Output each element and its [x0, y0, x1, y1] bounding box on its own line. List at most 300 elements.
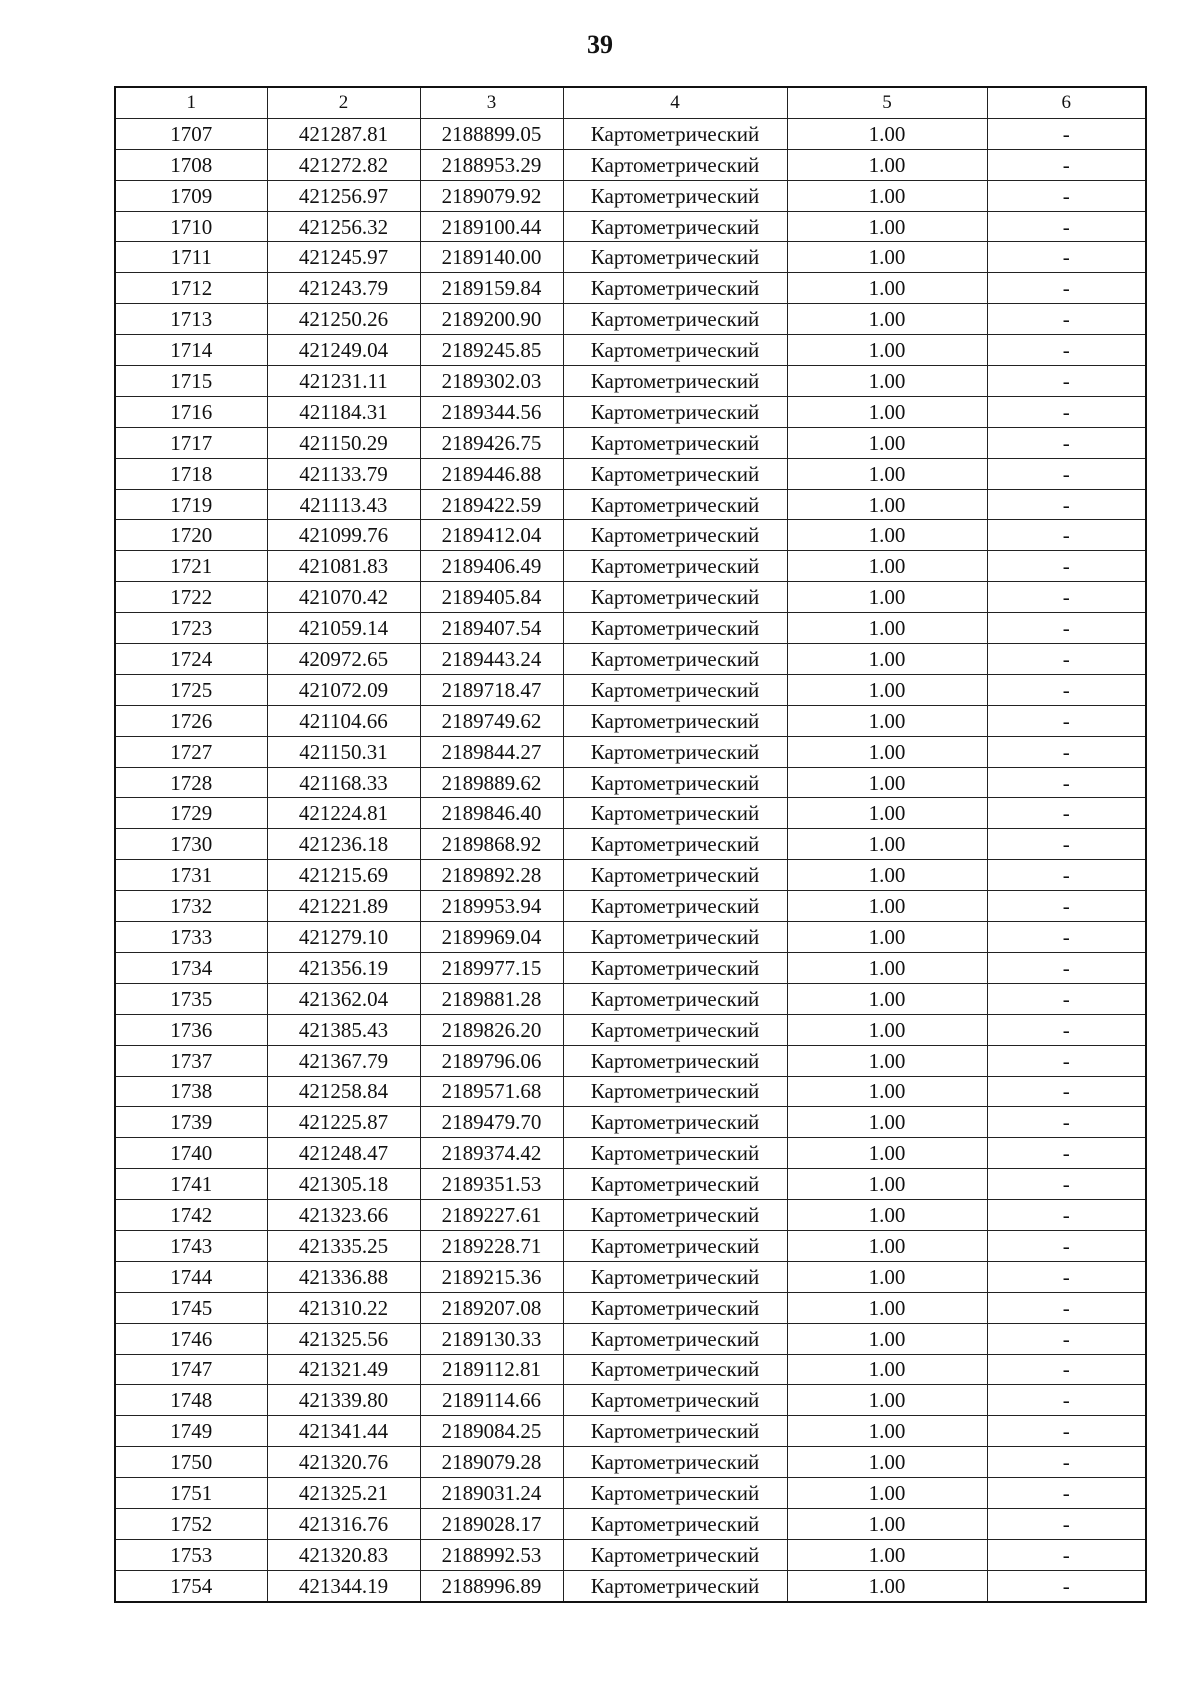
y-coordinate-cell: 2189302.03 — [420, 366, 563, 397]
y-coordinate-cell: 2189953.94 — [420, 891, 563, 922]
table-row — [115, 427, 1146, 458]
table-row — [115, 1169, 1146, 1200]
x-coordinate-cell: 421224.81 — [267, 798, 420, 829]
y-coordinate-cell: 2188953.29 — [420, 149, 563, 180]
y-coordinate-cell: 2189426.75 — [420, 427, 563, 458]
point-number-cell: 1731 — [115, 860, 267, 891]
method-cell: Картометрический — [563, 1045, 787, 1076]
method-cell: Картометрический — [563, 644, 787, 675]
table-row — [115, 829, 1146, 860]
y-coordinate-cell: 2189100.44 — [420, 211, 563, 242]
point-number-cell: 1725 — [115, 674, 267, 705]
column-header: 4 — [563, 87, 787, 118]
y-coordinate-cell: 2189969.04 — [420, 922, 563, 953]
table-row — [115, 1076, 1146, 1107]
accuracy-cell: 1.00 — [787, 705, 987, 736]
point-number-cell: 1719 — [115, 489, 267, 520]
y-coordinate-cell: 2189846.40 — [420, 798, 563, 829]
y-coordinate-cell: 2189351.53 — [420, 1169, 563, 1200]
point-number-cell: 1710 — [115, 211, 267, 242]
accuracy-cell: 1.00 — [787, 1014, 987, 1045]
method-cell: Картометрический — [563, 489, 787, 520]
y-coordinate-cell: 2189200.90 — [420, 304, 563, 335]
page-number: 39 — [587, 30, 613, 59]
method-cell: Картометрический — [563, 952, 787, 983]
point-number-cell: 1727 — [115, 736, 267, 767]
accuracy-cell: 1.00 — [787, 551, 987, 582]
note-cell: - — [987, 1169, 1146, 1200]
point-number-cell: 1740 — [115, 1138, 267, 1169]
y-coordinate-cell: 2189749.62 — [420, 705, 563, 736]
accuracy-cell: 1.00 — [787, 767, 987, 798]
table-row — [115, 520, 1146, 551]
accuracy-cell: 1.00 — [787, 1539, 987, 1570]
accuracy-cell: 1.00 — [787, 952, 987, 983]
column-header: 5 — [787, 87, 987, 118]
x-coordinate-cell: 421150.31 — [267, 736, 420, 767]
method-cell: Картометрический — [563, 211, 787, 242]
x-coordinate-cell: 421279.10 — [267, 922, 420, 953]
x-coordinate-cell: 421272.82 — [267, 149, 420, 180]
note-cell: - — [987, 1447, 1146, 1478]
table-row — [115, 582, 1146, 613]
x-coordinate-cell: 421221.89 — [267, 891, 420, 922]
y-coordinate-cell: 2189412.04 — [420, 520, 563, 551]
y-coordinate-cell: 2189718.47 — [420, 674, 563, 705]
y-coordinate-cell: 2189374.42 — [420, 1138, 563, 1169]
column-header: 2 — [267, 87, 420, 118]
x-coordinate-cell: 421250.26 — [267, 304, 420, 335]
note-cell: - — [987, 829, 1146, 860]
table-row — [115, 242, 1146, 273]
point-number-cell: 1736 — [115, 1014, 267, 1045]
x-coordinate-cell: 421243.79 — [267, 273, 420, 304]
method-cell: Картометрический — [563, 1014, 787, 1045]
x-coordinate-cell: 421104.66 — [267, 705, 420, 736]
y-coordinate-cell: 2189571.68 — [420, 1076, 563, 1107]
point-number-cell: 1752 — [115, 1508, 267, 1539]
method-cell: Картометрический — [563, 118, 787, 149]
accuracy-cell: 1.00 — [787, 798, 987, 829]
accuracy-cell: 1.00 — [787, 891, 987, 922]
accuracy-cell: 1.00 — [787, 180, 987, 211]
note-cell: - — [987, 1570, 1146, 1601]
table-row — [115, 705, 1146, 736]
method-cell: Картометрический — [563, 304, 787, 335]
y-coordinate-cell: 2189031.24 — [420, 1478, 563, 1509]
x-coordinate-cell: 421249.04 — [267, 335, 420, 366]
method-cell: Картометрический — [563, 860, 787, 891]
note-cell: - — [987, 396, 1146, 427]
point-number-cell: 1741 — [115, 1169, 267, 1200]
note-cell: - — [987, 304, 1146, 335]
point-number-cell: 1742 — [115, 1200, 267, 1231]
method-cell: Картометрический — [563, 1230, 787, 1261]
point-number-cell: 1748 — [115, 1385, 267, 1416]
table-row — [115, 1385, 1146, 1416]
table-row — [115, 644, 1146, 675]
accuracy-cell: 1.00 — [787, 829, 987, 860]
table-row — [115, 1200, 1146, 1231]
table-row — [115, 1014, 1146, 1045]
note-cell: - — [987, 273, 1146, 304]
method-cell: Картометрический — [563, 149, 787, 180]
table-row — [115, 767, 1146, 798]
table-row — [115, 149, 1146, 180]
x-coordinate-cell: 421336.88 — [267, 1261, 420, 1292]
method-cell: Картометрический — [563, 1169, 787, 1200]
point-number-cell: 1738 — [115, 1076, 267, 1107]
note-cell: - — [987, 1292, 1146, 1323]
table-row — [115, 736, 1146, 767]
note-cell: - — [987, 1508, 1146, 1539]
y-coordinate-cell: 2189130.33 — [420, 1323, 563, 1354]
table-header-row — [115, 87, 1146, 118]
point-number-cell: 1754 — [115, 1570, 267, 1601]
y-coordinate-cell: 2189159.84 — [420, 273, 563, 304]
method-cell: Картометрический — [563, 1138, 787, 1169]
column-header: 1 — [115, 87, 267, 118]
x-coordinate-cell: 421236.18 — [267, 829, 420, 860]
accuracy-cell: 1.00 — [787, 1076, 987, 1107]
y-coordinate-cell: 2189207.08 — [420, 1292, 563, 1323]
x-coordinate-cell: 421362.04 — [267, 983, 420, 1014]
table-row — [115, 1508, 1146, 1539]
point-number-cell: 1746 — [115, 1323, 267, 1354]
accuracy-cell: 1.00 — [787, 396, 987, 427]
point-number-cell: 1713 — [115, 304, 267, 335]
accuracy-cell: 1.00 — [787, 1478, 987, 1509]
table-row — [115, 1107, 1146, 1138]
x-coordinate-cell: 421320.83 — [267, 1539, 420, 1570]
method-cell: Картометрический — [563, 1354, 787, 1385]
table-row — [115, 798, 1146, 829]
y-coordinate-cell: 2189407.54 — [420, 613, 563, 644]
point-number-cell: 1732 — [115, 891, 267, 922]
note-cell: - — [987, 1416, 1146, 1447]
y-coordinate-cell: 2189826.20 — [420, 1014, 563, 1045]
x-coordinate-cell: 421256.97 — [267, 180, 420, 211]
point-number-cell: 1716 — [115, 396, 267, 427]
column-header: 3 — [420, 87, 563, 118]
method-cell: Картометрический — [563, 613, 787, 644]
table-row — [115, 1230, 1146, 1261]
point-number-cell: 1709 — [115, 180, 267, 211]
x-coordinate-cell: 421184.31 — [267, 396, 420, 427]
accuracy-cell: 1.00 — [787, 983, 987, 1014]
method-cell: Картометрический — [563, 1447, 787, 1478]
table-row — [115, 180, 1146, 211]
point-number-cell: 1750 — [115, 1447, 267, 1478]
note-cell: - — [987, 1045, 1146, 1076]
y-coordinate-cell: 2189028.17 — [420, 1508, 563, 1539]
x-coordinate-cell: 421113.43 — [267, 489, 420, 520]
y-coordinate-cell: 2188992.53 — [420, 1539, 563, 1570]
x-coordinate-cell: 420972.65 — [267, 644, 420, 675]
accuracy-cell: 1.00 — [787, 242, 987, 273]
method-cell: Картометрический — [563, 891, 787, 922]
accuracy-cell: 1.00 — [787, 860, 987, 891]
note-cell: - — [987, 1107, 1146, 1138]
x-coordinate-cell: 421325.56 — [267, 1323, 420, 1354]
x-coordinate-cell: 421385.43 — [267, 1014, 420, 1045]
note-cell: - — [987, 551, 1146, 582]
accuracy-cell: 1.00 — [787, 1570, 987, 1601]
method-cell: Картометрический — [563, 767, 787, 798]
table-row — [115, 891, 1146, 922]
accuracy-cell: 1.00 — [787, 1292, 987, 1323]
table-row — [115, 1138, 1146, 1169]
x-coordinate-cell: 421367.79 — [267, 1045, 420, 1076]
accuracy-cell: 1.00 — [787, 211, 987, 242]
x-coordinate-cell: 421325.21 — [267, 1478, 420, 1509]
y-coordinate-cell: 2189112.81 — [420, 1354, 563, 1385]
note-cell: - — [987, 335, 1146, 366]
accuracy-cell: 1.00 — [787, 1447, 987, 1478]
point-number-cell: 1720 — [115, 520, 267, 551]
method-cell: Картометрический — [563, 1200, 787, 1231]
method-cell: Картометрический — [563, 427, 787, 458]
method-cell: Картометрический — [563, 1478, 787, 1509]
y-coordinate-cell: 2189140.00 — [420, 242, 563, 273]
point-number-cell: 1707 — [115, 118, 267, 149]
method-cell: Картометрический — [563, 1323, 787, 1354]
table-row — [115, 860, 1146, 891]
y-coordinate-cell: 2189977.15 — [420, 952, 563, 983]
y-coordinate-cell: 2189405.84 — [420, 582, 563, 613]
table-row — [115, 1570, 1146, 1601]
accuracy-cell: 1.00 — [787, 1385, 987, 1416]
note-cell: - — [987, 983, 1146, 1014]
x-coordinate-cell: 421320.76 — [267, 1447, 420, 1478]
table-row — [115, 922, 1146, 953]
accuracy-cell: 1.00 — [787, 520, 987, 551]
method-cell: Картометрический — [563, 520, 787, 551]
table-row — [115, 396, 1146, 427]
accuracy-cell: 1.00 — [787, 1508, 987, 1539]
table-row — [115, 458, 1146, 489]
x-coordinate-cell: 421059.14 — [267, 613, 420, 644]
accuracy-cell: 1.00 — [787, 582, 987, 613]
note-cell: - — [987, 458, 1146, 489]
point-number-cell: 1747 — [115, 1354, 267, 1385]
point-number-cell: 1721 — [115, 551, 267, 582]
accuracy-cell: 1.00 — [787, 613, 987, 644]
point-number-cell: 1735 — [115, 983, 267, 1014]
y-coordinate-cell: 2189084.25 — [420, 1416, 563, 1447]
x-coordinate-cell: 421321.49 — [267, 1354, 420, 1385]
table-row — [115, 1447, 1146, 1478]
y-coordinate-cell: 2189079.92 — [420, 180, 563, 211]
point-number-cell: 1715 — [115, 366, 267, 397]
point-number-cell: 1737 — [115, 1045, 267, 1076]
table-row — [115, 118, 1146, 149]
note-cell: - — [987, 1385, 1146, 1416]
note-cell: - — [987, 582, 1146, 613]
table-row — [115, 1354, 1146, 1385]
method-cell: Картометрический — [563, 1570, 787, 1601]
table-row — [115, 674, 1146, 705]
x-coordinate-cell: 421356.19 — [267, 952, 420, 983]
note-cell: - — [987, 613, 1146, 644]
point-number-cell: 1726 — [115, 705, 267, 736]
x-coordinate-cell: 421305.18 — [267, 1169, 420, 1200]
y-coordinate-cell: 2189889.62 — [420, 767, 563, 798]
method-cell: Картометрический — [563, 1292, 787, 1323]
note-cell: - — [987, 644, 1146, 675]
x-coordinate-cell: 421287.81 — [267, 118, 420, 149]
accuracy-cell: 1.00 — [787, 1138, 987, 1169]
accuracy-cell: 1.00 — [787, 1323, 987, 1354]
table-row — [115, 1539, 1146, 1570]
x-coordinate-cell: 421133.79 — [267, 458, 420, 489]
note-cell: - — [987, 427, 1146, 458]
note-cell: - — [987, 767, 1146, 798]
note-cell: - — [987, 366, 1146, 397]
note-cell: - — [987, 1076, 1146, 1107]
note-cell: - — [987, 1539, 1146, 1570]
x-coordinate-cell: 421168.33 — [267, 767, 420, 798]
note-cell: - — [987, 211, 1146, 242]
point-number-cell: 1733 — [115, 922, 267, 953]
note-cell: - — [987, 242, 1146, 273]
y-coordinate-cell: 2189344.56 — [420, 396, 563, 427]
note-cell: - — [987, 1261, 1146, 1292]
accuracy-cell: 1.00 — [787, 273, 987, 304]
point-number-cell: 1708 — [115, 149, 267, 180]
y-coordinate-cell: 2189227.61 — [420, 1200, 563, 1231]
point-number-cell: 1728 — [115, 767, 267, 798]
x-coordinate-cell: 421081.83 — [267, 551, 420, 582]
point-number-cell: 1743 — [115, 1230, 267, 1261]
x-coordinate-cell: 421310.22 — [267, 1292, 420, 1323]
x-coordinate-cell: 421248.47 — [267, 1138, 420, 1169]
point-number-cell: 1723 — [115, 613, 267, 644]
accuracy-cell: 1.00 — [787, 489, 987, 520]
x-coordinate-cell: 421072.09 — [267, 674, 420, 705]
method-cell: Картометрический — [563, 335, 787, 366]
accuracy-cell: 1.00 — [787, 1230, 987, 1261]
method-cell: Картометрический — [563, 242, 787, 273]
table-row — [115, 551, 1146, 582]
accuracy-cell: 1.00 — [787, 674, 987, 705]
note-cell: - — [987, 149, 1146, 180]
point-number-cell: 1711 — [115, 242, 267, 273]
table-row — [115, 1323, 1146, 1354]
method-cell: Картометрический — [563, 551, 787, 582]
point-number-cell: 1745 — [115, 1292, 267, 1323]
point-number-cell: 1718 — [115, 458, 267, 489]
method-cell: Картометрический — [563, 798, 787, 829]
note-cell: - — [987, 1014, 1146, 1045]
method-cell: Картометрический — [563, 705, 787, 736]
x-coordinate-cell: 421231.11 — [267, 366, 420, 397]
table-row — [115, 1478, 1146, 1509]
x-coordinate-cell: 421316.76 — [267, 1508, 420, 1539]
accuracy-cell: 1.00 — [787, 1045, 987, 1076]
x-coordinate-cell: 421258.84 — [267, 1076, 420, 1107]
y-coordinate-cell: 2189796.06 — [420, 1045, 563, 1076]
table-row — [115, 335, 1146, 366]
table-row — [115, 304, 1146, 335]
accuracy-cell: 1.00 — [787, 736, 987, 767]
method-cell: Картометрический — [563, 1107, 787, 1138]
table-row — [115, 613, 1146, 644]
method-cell: Картометрический — [563, 273, 787, 304]
note-cell: - — [987, 1478, 1146, 1509]
point-number-cell: 1724 — [115, 644, 267, 675]
note-cell: - — [987, 860, 1146, 891]
method-cell: Картометрический — [563, 582, 787, 613]
x-coordinate-cell: 421339.80 — [267, 1385, 420, 1416]
method-cell: Картометрический — [563, 1416, 787, 1447]
accuracy-cell: 1.00 — [787, 1200, 987, 1231]
x-coordinate-cell: 421323.66 — [267, 1200, 420, 1231]
method-cell: Картометрический — [563, 1508, 787, 1539]
method-cell: Картометрический — [563, 983, 787, 1014]
method-cell: Картометрический — [563, 736, 787, 767]
table-row — [115, 952, 1146, 983]
accuracy-cell: 1.00 — [787, 1261, 987, 1292]
note-cell: - — [987, 180, 1146, 211]
note-cell: - — [987, 705, 1146, 736]
accuracy-cell: 1.00 — [787, 366, 987, 397]
table-row — [115, 366, 1146, 397]
point-number-cell: 1714 — [115, 335, 267, 366]
note-cell: - — [987, 1354, 1146, 1385]
method-cell: Картометрический — [563, 674, 787, 705]
x-coordinate-cell: 421225.87 — [267, 1107, 420, 1138]
x-coordinate-cell: 421335.25 — [267, 1230, 420, 1261]
x-coordinate-cell: 421344.19 — [267, 1570, 420, 1601]
note-cell: - — [987, 118, 1146, 149]
y-coordinate-cell: 2189446.88 — [420, 458, 563, 489]
method-cell: Картометрический — [563, 180, 787, 211]
coordinates-table — [114, 86, 1147, 1603]
note-cell: - — [987, 891, 1146, 922]
point-number-cell: 1734 — [115, 952, 267, 983]
accuracy-cell: 1.00 — [787, 1354, 987, 1385]
method-cell: Картометрический — [563, 1261, 787, 1292]
point-number-cell: 1749 — [115, 1416, 267, 1447]
accuracy-cell: 1.00 — [787, 149, 987, 180]
y-coordinate-cell: 2189844.27 — [420, 736, 563, 767]
table-row — [115, 1416, 1146, 1447]
accuracy-cell: 1.00 — [787, 458, 987, 489]
note-cell: - — [987, 674, 1146, 705]
note-cell: - — [987, 922, 1146, 953]
method-cell: Картометрический — [563, 366, 787, 397]
table-row — [115, 1261, 1146, 1292]
table-row — [115, 983, 1146, 1014]
point-number-cell: 1751 — [115, 1478, 267, 1509]
point-number-cell: 1712 — [115, 273, 267, 304]
note-cell: - — [987, 520, 1146, 551]
y-coordinate-cell: 2189406.49 — [420, 551, 563, 582]
note-cell: - — [987, 489, 1146, 520]
method-cell: Картометрический — [563, 396, 787, 427]
note-cell: - — [987, 1138, 1146, 1169]
note-cell: - — [987, 1230, 1146, 1261]
table-row — [115, 211, 1146, 242]
table-row — [115, 1045, 1146, 1076]
y-coordinate-cell: 2189479.70 — [420, 1107, 563, 1138]
point-number-cell: 1744 — [115, 1261, 267, 1292]
y-coordinate-cell: 2188996.89 — [420, 1570, 563, 1601]
y-coordinate-cell: 2188899.05 — [420, 118, 563, 149]
method-cell: Картометрический — [563, 1385, 787, 1416]
method-cell: Картометрический — [563, 922, 787, 953]
